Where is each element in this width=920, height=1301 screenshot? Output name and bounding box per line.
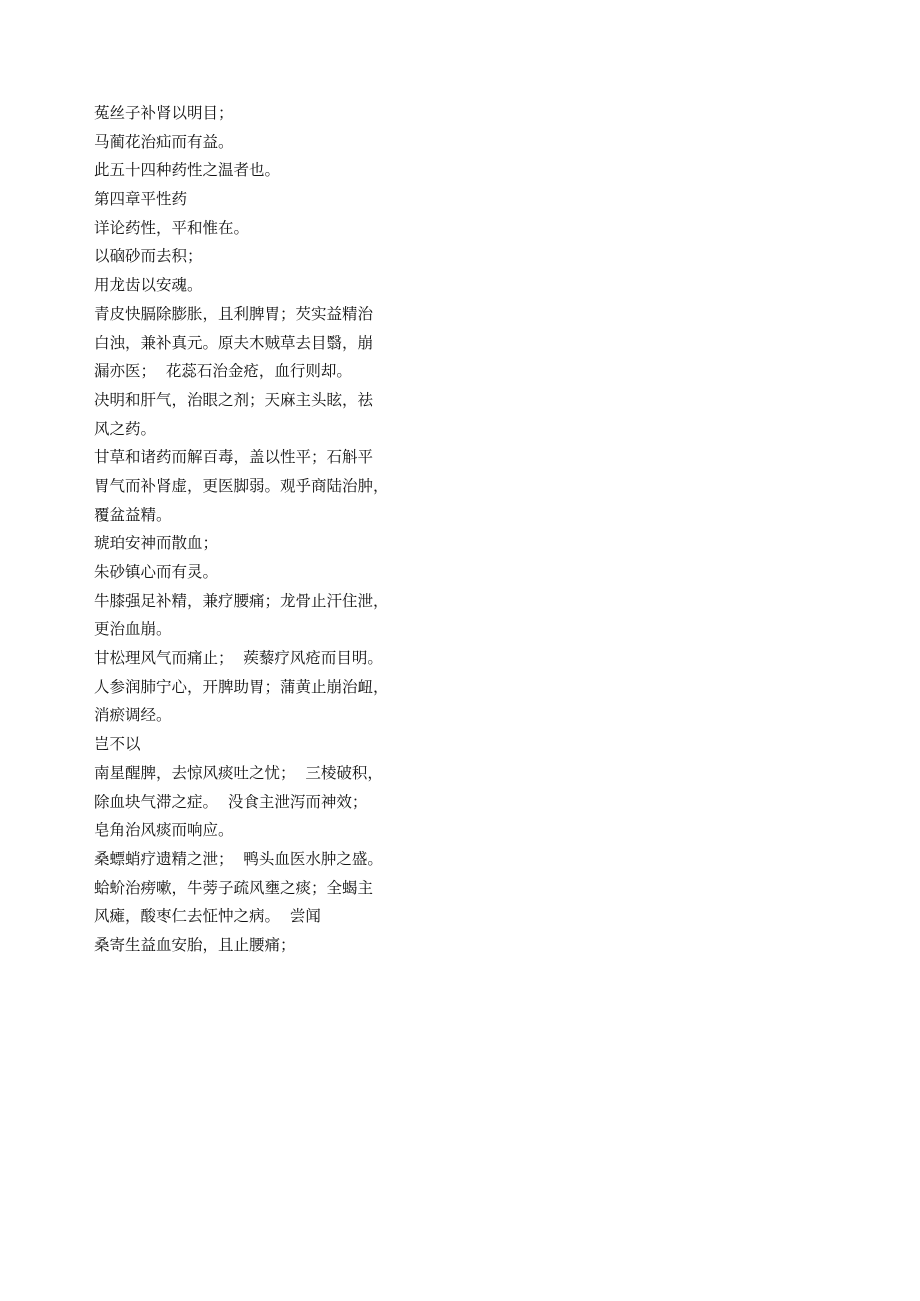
text-line: 覆盆益精。: [94, 505, 172, 524]
text-line: 以硇砂而去积；: [94, 247, 203, 266]
text-line: 风瘫，酸枣仁去怔忡之病。 尝闻: [94, 907, 321, 926]
text-line: 岂不以: [94, 735, 141, 754]
text-line: 青皮快膈除膨胀，且利脾胃；芡实益精治: [94, 304, 374, 323]
text-line: 用龙齿以安魂。: [94, 276, 203, 295]
text-line: 桑寄生益血安胎，且止腰痛；: [94, 935, 296, 954]
text-line: 决明和肝气，治眼之剂；天麻主头眩，祛: [94, 390, 374, 409]
text-line: 白浊，兼补真元。原夫木贼草去目翳，崩: [94, 333, 374, 352]
document-page: [94, 99, 424, 960]
text-line: 桑螵蛸疗遗精之泄； 鸭头血医水肿之盛。: [94, 849, 383, 868]
text-line: 蛤蚧治痨嗽，牛蒡子疏风壅之痰；全蝎主: [94, 878, 374, 897]
text-line: 风之药。: [94, 419, 157, 438]
text-line: 此五十四种药性之温者也。: [94, 161, 281, 180]
text-line: 甘草和诸药而解百毒，盖以性平；石斛平: [94, 448, 374, 467]
text-line: 消瘀调经。: [94, 706, 172, 725]
text-line: 菟丝子补肾以明目；: [94, 104, 234, 122]
text-line: 皂角治风痰而响应。: [94, 821, 234, 840]
text-line: 朱砂镇心而有灵。: [94, 563, 219, 581]
text-line: 人参润肺宁心，开脾助胃；蒲黄止崩治衄，: [94, 677, 389, 696]
text-line: 琥珀安神而散血；: [94, 534, 219, 553]
text-line: 南星醒脾，去惊风痰吐之忧； 三棱破积，: [94, 763, 383, 782]
text-line: 除血块气滞之症。 没食主泄泻而神效；: [94, 792, 368, 811]
text-line: 马蔺花治疝而有益。: [94, 132, 234, 151]
text-line: 牛膝强足补精，兼疗腰痛；龙骨止汗住泄，: [94, 591, 389, 610]
text-line: 漏亦医； 花蕊石治金疮，血行则却。: [94, 362, 352, 381]
text-line: 更治血崩。: [94, 620, 172, 639]
text-line: 甘松理风气而痛止； 蒺藜疗风疮而目明。: [94, 649, 383, 668]
text-line: 胃气而补肾虚，更医脚弱。观乎商陆治肿，: [94, 476, 389, 495]
text-line: 详论药性，平和惟在。: [94, 218, 250, 237]
chapter-heading: 第四章平性药: [94, 190, 188, 209]
